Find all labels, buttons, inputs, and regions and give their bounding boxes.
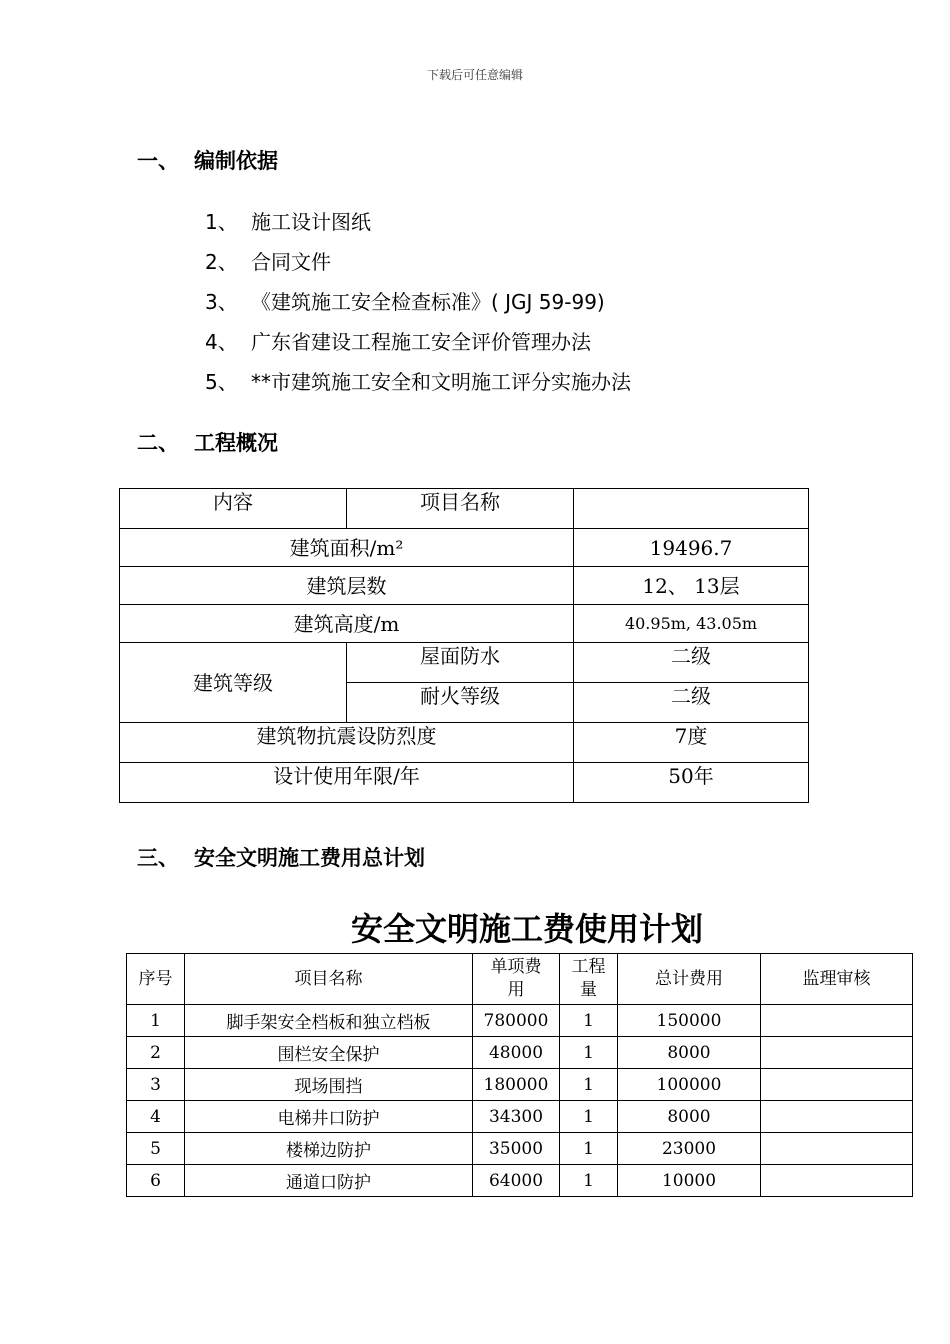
cost-plan-table [126,953,913,1197]
grade-label: 建筑等级 [120,643,347,723]
basis-item-4 [205,326,591,355]
cell-no: 6 [127,1165,185,1197]
table-row [127,1165,913,1197]
area-label: 建筑面积/m² [120,529,574,567]
cell-unit-cost: 34300 [473,1101,560,1133]
col-header-quantity [560,954,618,1005]
fire-rating-value: 二级 [574,683,809,723]
cell-unit-cost: 35000 [473,1133,560,1165]
col-header-unit-cost [473,954,560,1005]
cell-review [761,1069,913,1101]
roof-waterproof-label: 屋面防水 [347,643,574,683]
table-row [120,567,809,605]
cell-total: 23000 [618,1133,761,1165]
cell-no: 5 [127,1133,185,1165]
col-header-unit-cost-line2: 用 [507,980,525,1000]
cell-no: 4 [127,1101,185,1133]
section-2-number: 二、 [137,431,179,455]
cell-no: 1 [127,1005,185,1037]
height-value: 40.95m, 43.05m [574,605,809,643]
cell-name: 脚手架安全档板和独立档板 [185,1005,473,1037]
service-life-value: 50年 [574,763,809,803]
header-cell-project-name: 项目名称 [347,489,574,529]
table-row [120,605,809,643]
basis-item-text: 广东省建设工程施工安全评价管理办法 [251,330,591,354]
cell-review [761,1037,913,1069]
col-header-no: 序号 [127,954,185,1005]
table-row [120,763,809,803]
basis-item-text: 施工设计图纸 [251,210,371,234]
cell-total: 8000 [618,1037,761,1069]
basis-item-text: 合同文件 [251,250,331,274]
basis-item-2 [205,246,331,275]
col-header-name: 项目名称 [185,954,473,1005]
cell-total: 100000 [618,1069,761,1101]
col-header-review: 监理审核 [761,954,913,1005]
cell-quantity: 1 [560,1101,618,1133]
basis-item-number: 1、 [205,210,238,234]
table-row [127,1101,913,1133]
col-header-total: 总计费用 [618,954,761,1005]
cell-total: 8000 [618,1101,761,1133]
cell-total: 10000 [618,1165,761,1197]
table-header-row [127,954,913,1005]
cell-total: 150000 [618,1005,761,1037]
basis-item-text: **市建筑施工安全和文明施工评分实施办法 [251,370,631,394]
floors-value: 12、 13层 [574,567,809,605]
cell-quantity: 1 [560,1133,618,1165]
cell-name: 现场围挡 [185,1069,473,1101]
section-3-heading [137,842,425,872]
cell-name: 围栏安全保护 [185,1037,473,1069]
basis-item-number: 5、 [205,370,238,394]
height-label: 建筑高度/m [120,605,574,643]
section-1-heading [137,145,278,175]
table-row [120,723,809,763]
basis-item-5 [205,366,631,395]
table-row [120,643,809,683]
section-1-title: 编制依据 [194,149,278,173]
col-header-unit-cost-line1: 单项费 [490,957,542,977]
section-3-number: 三、 [137,846,179,870]
section-1-number: 一、 [137,149,179,173]
table-row [127,1069,913,1101]
table-row [127,1133,913,1165]
cell-name: 通道口防护 [185,1165,473,1197]
basis-item-text: 《建筑施工安全检查标准》( JGJ 59-99) [251,290,605,314]
basis-item-number: 4、 [205,330,238,354]
cell-unit-cost: 780000 [473,1005,560,1037]
table-row [120,529,809,567]
page-header: 下载后可任意编辑 [426,68,523,82]
table-row [127,1037,913,1069]
table-row [127,1005,913,1037]
cell-no: 3 [127,1069,185,1101]
section-2-heading [137,427,278,457]
seismic-value: 7度 [574,723,809,763]
header-cell-empty [574,489,809,529]
roof-waterproof-value: 二级 [574,643,809,683]
cell-name: 楼梯边防护 [185,1133,473,1165]
cell-review [761,1165,913,1197]
basis-item-1 [205,206,371,235]
project-overview-table [119,488,809,803]
cell-quantity: 1 [560,1165,618,1197]
cell-quantity: 1 [560,1037,618,1069]
seismic-label: 建筑物抗震设防烈度 [120,723,574,763]
cell-quantity: 1 [560,1005,618,1037]
cell-unit-cost: 64000 [473,1165,560,1197]
cell-no: 2 [127,1037,185,1069]
cell-review [761,1133,913,1165]
cell-unit-cost: 48000 [473,1037,560,1069]
plan-title: 安全文明施工费使用计划 [350,910,703,948]
basis-item-number: 2、 [205,250,238,274]
cell-quantity: 1 [560,1069,618,1101]
basis-item-3 [205,286,605,315]
cell-review [761,1101,913,1133]
basis-item-number: 3、 [205,290,238,314]
fire-rating-label: 耐火等级 [347,683,574,723]
cell-unit-cost: 180000 [473,1069,560,1101]
cell-review [761,1005,913,1037]
col-header-quantity-line2: 量 [580,980,597,1000]
section-3-title: 安全文明施工费用总计划 [194,846,425,870]
cell-name: 电梯井口防护 [185,1101,473,1133]
service-life-label: 设计使用年限/年 [120,763,574,803]
area-value: 19496.7 [574,529,809,567]
floors-label: 建筑层数 [120,567,574,605]
col-header-quantity-line1: 工程 [571,957,606,977]
header-cell-content: 内容 [120,489,347,529]
table-row [120,489,809,529]
section-2-title: 工程概况 [194,431,278,455]
